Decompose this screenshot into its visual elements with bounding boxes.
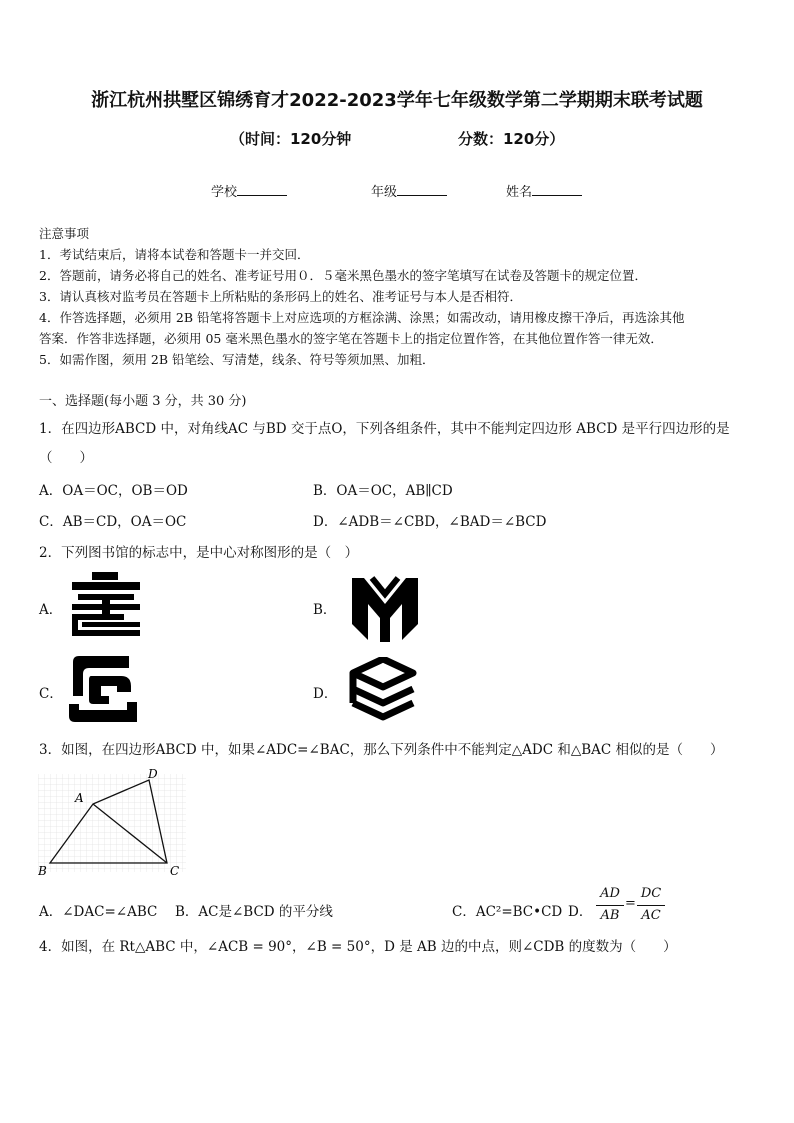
q3-option-c[interactable]: C．AC²=BC•CD [452, 904, 563, 920]
q2-option-a[interactable]: A． [39, 602, 63, 618]
frac-right-den: AC [641, 908, 661, 923]
label-c: C [170, 864, 180, 878]
notice-item: 3．请认真核对监考员在答题卡上所粘贴的条形码上的姓名、准考证号与本人是否相符． [39, 289, 522, 304]
q2-option-d[interactable]: D． [313, 686, 338, 702]
q3-stem: 3．如图，在四边形ABCD 中，如果∠ADC=∠BAC，那么下列条件中不能判定△ADC 和△BAC 相似的是（ ） [39, 742, 724, 758]
school-blank[interactable] [237, 183, 287, 196]
frac-right-num: DC [640, 886, 662, 901]
library-logo-b-icon [350, 574, 420, 642]
q4-stem: 4．如图，在 Rt△ABC 中，∠ACB = 90°，∠B = 50°，D 是 AB 边的中点，则∠CDB 的度数为（ ） [39, 939, 677, 955]
notice-item: 1．考试结束后，请将本试卷和答题卡一并交回． [39, 247, 310, 262]
q1-stem: 1．在四边形ABCD 中，对角线AC 与BD 交于点O，下列各组条件，其中不能判定四边形 ABCD 是平行四边形的是 [39, 421, 730, 437]
figure-grid [38, 774, 186, 872]
notice-item: 答案．作答非选择题，必须用 05 毫米黑色墨水的签字笔在答题卡上的指定位置作答，在其他位置作答一律无效． [39, 331, 663, 346]
q3-option-b[interactable]: B．AC是∠BCD 的平分线 [175, 904, 333, 920]
frac-equals: = [625, 896, 636, 911]
q2-option-b[interactable]: B． [313, 602, 337, 618]
name-blank[interactable] [532, 183, 582, 196]
library-logo-d-icon [349, 657, 417, 723]
exam-title: 浙江杭州拱墅区锦绣育才2022-2023学年七年级数学第二学期期末联考试题 [91, 90, 703, 111]
school-field [211, 181, 287, 200]
quadrilateral-figure [38, 766, 188, 878]
grade-blank[interactable] [397, 183, 447, 196]
exam-time: （时间：120分钟 [230, 130, 352, 148]
q3-option-a[interactable]: A．∠DAC=∠ABC [39, 904, 158, 920]
library-logo-c-icon [69, 656, 137, 722]
name-field [506, 181, 582, 200]
frac-left-num: AD [600, 886, 620, 901]
notice-item: 4．作答选择题，必须用 2B 铅笔将答题卡上对应选项的方框涂满、涂黑；如需改动，请用橡皮擦干净后，再选涂其他 [39, 310, 685, 325]
frac-right-bar [637, 905, 665, 906]
q1-option-d[interactable]: D．∠ADB＝∠CBD，∠BAD＝∠BCD [313, 514, 547, 530]
q1-option-a[interactable]: A．OA＝OC，OB＝OD [39, 483, 188, 499]
q3-option-d[interactable]: D． [568, 904, 593, 920]
label-d: D [148, 767, 158, 781]
q2-option-c[interactable]: C． [39, 686, 63, 702]
q1-option-b[interactable]: B．OA＝OC，AB∥CD [313, 483, 453, 499]
q1-paren: （ ） [39, 450, 93, 466]
q1-option-c[interactable]: C．AB＝CD，OA＝OC [39, 514, 187, 530]
section-heading: 一、选择题(每小题 3 分，共 30 分) [39, 394, 247, 409]
label-b: B [38, 864, 47, 878]
notice-item: 2．答题前，请务必将自己的姓名、准考证号用０．５毫米黑色墨水的签字笔填写在试卷及答题卡的规定位置． [39, 268, 647, 283]
grade-label: 年级 [371, 185, 398, 200]
school-label: 学校 [211, 185, 238, 200]
exam-score: 分数：120分） [458, 130, 565, 148]
q2-stem: 2．下列图书馆的标志中，是中心对称图形的是（ ） [39, 545, 359, 561]
library-logo-a-icon [72, 572, 140, 640]
notice-item: 5．如需作图，须用 2B 铅笔绘、写清楚，线条、符号等须加黑、加粗． [39, 352, 435, 367]
frac-left-den: AB [600, 908, 620, 923]
label-a: A [75, 791, 84, 805]
grade-field [371, 181, 447, 200]
name-label: 姓名 [506, 185, 533, 200]
notice-heading: 注意事项 [39, 226, 90, 241]
frac-left-bar [596, 905, 624, 906]
